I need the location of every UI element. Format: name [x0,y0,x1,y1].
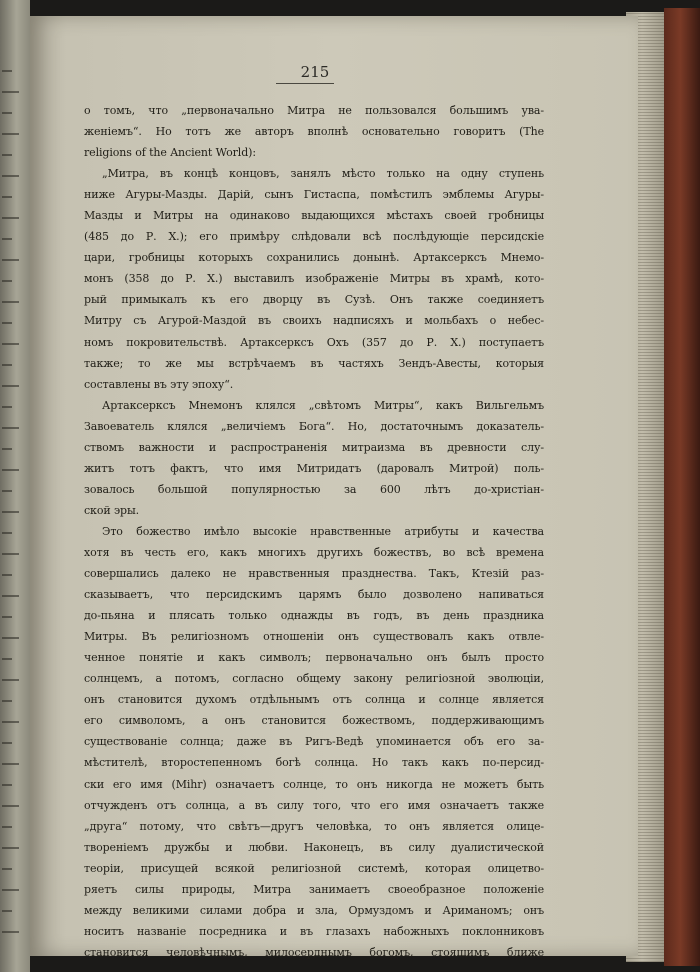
text-line: цари, гробницы которыхъ сохранились донынѣ. Артаксерксъ Мнемо- [84,251,544,265]
text-line: ски его имя (Mihr) означаетъ солнце, то онъ никогда не можетъ быть [84,777,544,791]
text-line: ствомъ важности и распространенія митраизма въ древности слу- [84,440,544,454]
text-line: (485 до Р. Х.); его примѣру слѣдовали всѣ послѣдующіе персидскіе [84,230,544,244]
text-line: „друга“ потому, что свѣтъ—другъ человѣка, то онъ является олице- [84,819,544,833]
text-line: Митру съ Агурой-Маздой въ своихъ надписяхъ и мольбахъ о небес- [84,314,544,328]
text-line: ряетъ силы природы, Митра занимаетъ своеобразное положеніе [84,882,544,896]
text-line: теоріи, присущей всякой религіозной системѣ, которая олицетво- [84,861,544,875]
facing-page-text-mark [2,427,19,429]
text-line: о томъ, что „первоначально Митра не пользовался большимъ ува- [84,104,544,117]
facing-page-text-mark [2,532,12,534]
text-line: Это божество имѣло высокіе нравственные атрибуты и качества [102,524,544,538]
facing-page-text-mark [2,448,12,450]
facing-page-text-mark [2,595,19,597]
facing-page-text-mark [2,490,12,492]
facing-page-text-mark [2,406,12,408]
text-line: зовалось большой популярностью за 600 лѣтъ до-христіан- [84,482,544,496]
facing-page-text-mark [2,931,19,933]
facing-page-text-mark [2,91,19,93]
facing-page-text-mark [2,910,12,912]
body-text [84,100,544,963]
text-line: ченное понятіе и какъ символъ; первоначально онъ былъ просто [84,651,544,665]
facing-page-text-mark [2,154,12,156]
facing-page-text-mark [2,742,12,744]
text-line: женіемъ“. Но тотъ же авторъ вполнѣ основательно говоритъ (The [84,125,544,139]
text-line: онъ становится духомъ отдѣльнымъ отъ солнца и солнце является [84,693,544,707]
facing-page-edge [0,0,30,972]
text-line: его символомъ, а онъ становится божествомъ, поддерживающимъ [84,714,544,728]
facing-page-text-mark [2,826,12,828]
text-line: отчужденъ отъ солнца, а въ силу того, что его имя означаетъ также [84,798,544,812]
text-line: между великими силами добра и зла, Ормуздомъ и Ариманомъ; онъ [84,903,544,917]
text-line: мѣстителѣ, второстепенномъ богѣ солнца. Но такъ какъ по-персид- [84,756,544,770]
facing-page-text-mark [2,259,19,261]
text-line: житъ тотъ фактъ, что имя Митридатъ (даровалъ Митрой) поль- [84,461,544,475]
text-line: сказываетъ, что персидскимъ царямъ было дозволено напиваться [84,588,544,602]
text-line: ниже Агуры-Мазды. Дарій, сынъ Гистаспа, помѣстилъ эмблемы Агуры- [84,188,544,202]
text-line: хотя въ честь его, какъ многихъ другихъ божествъ, во всѣ времена [84,545,544,559]
facing-page-text-mark [2,637,19,639]
header-rule [276,83,334,84]
text-line: твореніемъ дружбы и любви. Наконецъ, въ силу дуалистической [84,840,544,854]
facing-page-text-mark [2,133,19,135]
facing-page-text-mark [2,658,12,660]
facing-page-text-mark [2,679,19,681]
page-number: 215 [300,63,330,81]
facing-page-text-mark [2,574,12,576]
facing-page-text-mark [2,70,12,72]
text-line: существованіе солнца; даже въ Ригъ-Ведѣ упоминается объ его за- [84,735,544,749]
text-line: совершались далеко не нравственныя празднества. Такъ, Ктезій раз- [84,567,544,581]
text-line: „Митра, въ концѣ концовъ, занялъ мѣсто только на одну ступень [102,167,544,181]
text-line: religions of the Ancient World): [84,146,256,160]
text-line: монъ (358 до Р. Х.) выставилъ изображеніе Митры въ храмѣ, кото- [84,272,544,286]
text-line: солнцемъ, а потомъ, согласно общему закону религіозной эволюціи, [84,672,544,686]
facing-page-text-mark [2,553,19,555]
text-line: до-пьяна и плясать только однажды въ годъ, въ день праздника [84,609,544,623]
text-line: Мазды и Митры на одинаково выдающихся мѣстахъ своей гробницы [84,209,544,223]
facing-page-text-mark [2,511,19,513]
facing-page-text-mark [2,868,12,870]
facing-page-text-mark [2,616,12,618]
facing-page-text-mark [2,322,12,324]
text-line: ской эры. [84,503,140,517]
facing-page-text-mark [2,784,12,786]
text-line: номъ покровительствѣ. Артаксерксъ Охъ (357 до Р. Х.) поступаетъ [84,335,544,349]
facing-page-text-mark [2,196,12,198]
facing-page-text-mark [2,175,19,177]
facing-page-text-mark [2,763,19,765]
text-line: становится человѣчнымъ, милосерднымъ богомъ, стоящимъ ближе [84,945,544,959]
text-line: Артаксерксъ Мнемонъ клялся „свѣтомъ Митры“, какъ Вильгельмъ [102,398,544,412]
facing-page-text-mark [2,280,12,282]
facing-page-text-mark [2,301,19,303]
facing-page-text-mark [2,343,19,345]
facing-page-text-mark [2,112,12,114]
text-line: также; то же мы встрѣчаемъ въ частяхъ Зендъ-Авесты, которыя [84,356,544,370]
facing-page-text-mark [2,385,19,387]
facing-page-text-mark [2,469,19,471]
facing-page-text-mark [2,364,12,366]
book-cover [664,8,700,966]
facing-page-text-mark [2,238,12,240]
text-line: Митры. Въ религіозномъ отношеніи онъ существовалъ какъ отвле- [84,630,544,644]
facing-page-text-mark [2,805,19,807]
facing-page-text-mark [2,721,19,723]
facing-page-text-mark [2,217,19,219]
text-line: рый примыкалъ къ его дворцу въ Сузѣ. Онъ также соединяетъ [84,293,544,307]
text-line: составлены въ эту эпоху“. [84,377,234,391]
facing-page-text-mark [2,847,19,849]
facing-page-text-mark [2,889,19,891]
text-line: носитъ названіе посредника и въ глазахъ набожныхъ поклонниковъ [84,924,544,938]
text-line: Завоеватель клялся „величіемъ Бога“. Но, достаточнымъ доказатель- [84,419,544,433]
facing-page-text-mark [2,700,12,702]
